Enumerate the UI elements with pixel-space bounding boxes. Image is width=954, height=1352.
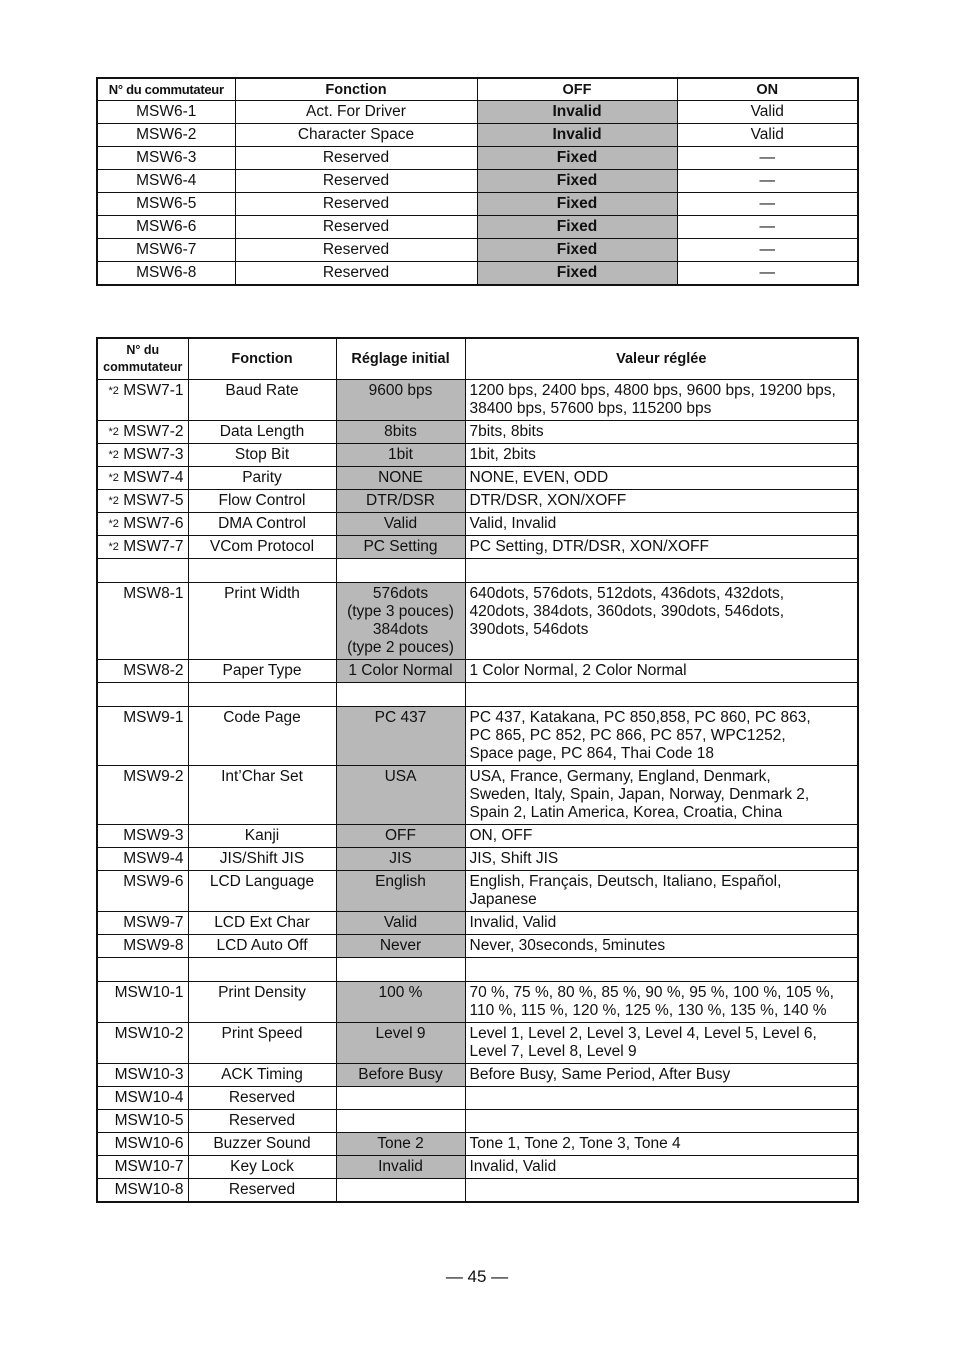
- table-row: [97, 124, 858, 147]
- function-cell: Kanji: [188, 825, 336, 848]
- set-values-cell: [465, 766, 858, 825]
- initial-setting-line: DTR/DSR: [366, 492, 435, 509]
- set-values-line: Before Busy, Same Period, After Busy: [469, 1066, 731, 1083]
- switch-label: MSW10-3: [114, 1066, 184, 1083]
- column-header-on: ON: [677, 78, 858, 101]
- function-cell: Reserved: [188, 1110, 336, 1133]
- initial-setting-cell: [336, 583, 465, 660]
- column-header-set-values: Valeur réglée: [465, 338, 858, 380]
- initial-setting-line: PC Setting: [363, 538, 438, 555]
- initial-setting-cell: [336, 825, 465, 848]
- switch-cell: [97, 513, 188, 536]
- switch-label: MSW10-4: [114, 1089, 184, 1106]
- column-header-switch-line2: commutateur: [103, 360, 183, 374]
- switch-cell: MSW6-2: [97, 124, 235, 147]
- switch-label: MSW9-6: [123, 873, 184, 890]
- set-values-line: Level 7, Level 8, Level 9: [469, 1043, 637, 1060]
- initial-setting-line: Never: [379, 937, 422, 954]
- function-cell: Character Space: [235, 124, 477, 147]
- set-values-line: Sweden, Italy, Spain, Japan, Norway, Denmark 2,: [469, 786, 810, 803]
- switch-cell: [97, 583, 188, 660]
- set-values-cell: [465, 707, 858, 766]
- set-values-line: Valid, Invalid: [469, 515, 557, 532]
- separator-cell: [336, 683, 465, 707]
- function-cell: Flow Control: [188, 490, 336, 513]
- initial-setting-cell: [336, 1064, 465, 1087]
- set-values-line: Invalid, Valid: [469, 1158, 557, 1175]
- table-row: [97, 490, 858, 513]
- table-row: [97, 536, 858, 559]
- initial-setting-line: English: [375, 873, 426, 890]
- page-number: — 45 —: [445, 1267, 509, 1286]
- table-row: [97, 1087, 858, 1110]
- table-row: [97, 912, 858, 935]
- table-row: [97, 660, 858, 683]
- set-values-cell: [465, 1179, 858, 1203]
- switch-label: MSW9-8: [123, 937, 184, 954]
- initial-setting-cell: [336, 467, 465, 490]
- initial-setting-cell: [336, 935, 465, 958]
- on-cell: —: [677, 262, 858, 286]
- set-values-line: DTR/DSR, XON/XOFF: [469, 492, 627, 509]
- initial-setting-cell: [336, 380, 465, 421]
- separator-row: [97, 683, 858, 707]
- initial-setting-line: 1 Color Normal: [348, 662, 453, 679]
- set-values-line: ON, OFF: [469, 827, 533, 844]
- initial-setting-cell: [336, 982, 465, 1023]
- switch-cell: MSW6-4: [97, 170, 235, 193]
- switch-cell: [97, 766, 188, 825]
- set-values-line: 110 %, 115 %, 120 %, 125 %, 130 %, 135 %, 140 %: [469, 1002, 827, 1019]
- set-values-line: Space page, PC 864, Thai Code 18: [469, 745, 714, 762]
- initial-setting-cell: [336, 536, 465, 559]
- footnote-mark: *2: [108, 518, 119, 530]
- switch-cell: [97, 660, 188, 683]
- function-cell: Data Length: [188, 421, 336, 444]
- separator-cell: [336, 958, 465, 982]
- column-header-switch: N° du commutateur: [97, 78, 235, 101]
- on-cell: —: [677, 216, 858, 239]
- switch-label: MSW9-3: [123, 827, 184, 844]
- set-values-line: Tone 1, Tone 2, Tone 3, Tone 4: [469, 1135, 681, 1152]
- initial-setting-line: 100 %: [378, 984, 423, 1001]
- memory-switch-6-table: [96, 77, 859, 286]
- set-values-line: 640dots, 576dots, 512dots, 436dots, 432dots,: [469, 585, 785, 602]
- set-values-cell: [465, 1156, 858, 1179]
- set-values-cell: [465, 848, 858, 871]
- function-cell: Reserved: [235, 239, 477, 262]
- set-values-cell: [465, 912, 858, 935]
- initial-setting-line: PC 437: [374, 709, 427, 726]
- set-values-cell: [465, 513, 858, 536]
- set-values-cell: [465, 660, 858, 683]
- function-cell: Reserved: [235, 170, 477, 193]
- set-values-line: Invalid, Valid: [469, 914, 557, 931]
- switch-cell: [97, 871, 188, 912]
- initial-setting-line: Invalid: [378, 1158, 423, 1175]
- footnote-mark: *2: [108, 495, 119, 507]
- off-cell: Fixed: [477, 193, 677, 216]
- set-values-line: 7bits, 8bits: [469, 423, 544, 440]
- set-values-line: 38400 bps, 57600 bps, 115200 bps: [469, 400, 712, 417]
- switch-cell: [97, 1087, 188, 1110]
- set-values-line: 70 %, 75 %, 80 %, 85 %, 90 %, 95 %, 100 %, 105 %,: [469, 984, 834, 1001]
- on-cell: Valid: [677, 101, 858, 124]
- switch-cell: [97, 707, 188, 766]
- initial-setting-cell: [336, 871, 465, 912]
- table-body: [97, 380, 858, 1203]
- on-cell: —: [677, 193, 858, 216]
- table-row: [97, 1179, 858, 1203]
- set-values-line: USA, France, Germany, England, Denmark,: [469, 768, 771, 785]
- separator-cell: [465, 559, 858, 583]
- switch-label: MSW7-7: [123, 538, 184, 555]
- function-cell: VCom Protocol: [188, 536, 336, 559]
- switch-cell: [97, 1179, 188, 1203]
- table-row: [97, 825, 858, 848]
- switch-cell: MSW6-1: [97, 101, 235, 124]
- initial-setting-cell: [336, 912, 465, 935]
- column-header-switch: [97, 338, 188, 380]
- switch-label: MSW7-1: [123, 382, 184, 399]
- separator-row: [97, 958, 858, 982]
- function-cell: LCD Language: [188, 871, 336, 912]
- table-header-row: [97, 338, 858, 380]
- set-values-line: PC 865, PC 852, PC 866, PC 857, WPC1252,: [469, 727, 786, 744]
- table-row: [97, 982, 858, 1023]
- switch-cell: MSW6-3: [97, 147, 235, 170]
- switch-cell: [97, 490, 188, 513]
- table-row: [97, 1023, 858, 1064]
- set-values-cell: [465, 1064, 858, 1087]
- off-cell: Fixed: [477, 239, 677, 262]
- switch-cell: [97, 421, 188, 444]
- function-cell: Paper Type: [188, 660, 336, 683]
- set-values-line: 1bit, 2bits: [469, 446, 536, 463]
- switch-cell: MSW6-7: [97, 239, 235, 262]
- initial-setting-line: Valid: [383, 914, 418, 931]
- initial-setting-cell: [336, 1133, 465, 1156]
- switch-label: MSW10-7: [114, 1158, 184, 1175]
- set-values-line: Spain 2, Latin America, Korea, Croatia, China: [469, 804, 783, 821]
- function-cell: DMA Control: [188, 513, 336, 536]
- separator-cell: [97, 559, 188, 583]
- initial-setting-line: Valid: [383, 515, 418, 532]
- switch-cell: [97, 467, 188, 490]
- set-values-cell: [465, 1087, 858, 1110]
- set-values-cell: [465, 982, 858, 1023]
- function-cell: ACK Timing: [188, 1064, 336, 1087]
- set-values-line: PC 437, Katakana, PC 850,858, PC 860, PC 863,: [469, 709, 811, 726]
- separator-cell: [336, 559, 465, 583]
- function-cell: Reserved: [235, 216, 477, 239]
- set-values-line: 390dots, 546dots: [469, 621, 589, 638]
- function-cell: LCD Auto Off: [188, 935, 336, 958]
- initial-setting-line: 1bit: [388, 446, 413, 463]
- set-values-cell: [465, 467, 858, 490]
- switch-label: MSW7-4: [123, 469, 184, 486]
- table-row: [97, 262, 858, 286]
- initial-setting-line: Before Busy: [358, 1066, 443, 1083]
- footnote-mark: *2: [108, 472, 119, 484]
- off-cell: Fixed: [477, 216, 677, 239]
- set-values-cell: [465, 490, 858, 513]
- switch-label: MSW9-7: [123, 914, 184, 931]
- table-row: [97, 513, 858, 536]
- off-cell: Fixed: [477, 147, 677, 170]
- initial-setting-cell: [336, 490, 465, 513]
- switch-label: MSW7-5: [123, 492, 184, 509]
- set-values-cell: [465, 583, 858, 660]
- switch-cell: [97, 1064, 188, 1087]
- set-values-line: PC Setting, DTR/DSR, XON/XOFF: [469, 538, 709, 555]
- initial-setting-cell: [336, 1179, 465, 1203]
- table-row: [97, 1064, 858, 1087]
- function-cell: Reserved: [235, 193, 477, 216]
- initial-setting-cell: [336, 421, 465, 444]
- switch-cell: MSW6-8: [97, 262, 235, 286]
- switch-label: MSW7-2: [123, 423, 184, 440]
- column-header-off: OFF: [477, 78, 677, 101]
- initial-setting-line: Level 9: [375, 1025, 426, 1042]
- switch-label: MSW8-2: [123, 662, 184, 679]
- table-row: [97, 1156, 858, 1179]
- switch-label: MSW7-6: [123, 515, 184, 532]
- initial-setting-cell: [336, 660, 465, 683]
- switch-cell: [97, 380, 188, 421]
- switch-cell: [97, 1156, 188, 1179]
- set-values-cell: [465, 444, 858, 467]
- table-row: [97, 239, 858, 262]
- table-header-row: [97, 78, 858, 101]
- function-cell: Reserved: [188, 1179, 336, 1203]
- initial-setting-line: NONE: [378, 469, 423, 486]
- initial-setting-line: USA: [384, 768, 417, 785]
- switch-cell: [97, 848, 188, 871]
- table-body: [97, 101, 858, 286]
- function-cell: Reserved: [188, 1087, 336, 1110]
- table-row: [97, 216, 858, 239]
- table-row: [97, 871, 858, 912]
- set-values-line: 1 Color Normal, 2 Color Normal: [469, 662, 687, 679]
- initial-setting-line: (type 2 pouces): [347, 639, 454, 656]
- footnote-mark: *2: [108, 385, 119, 397]
- function-cell: Code Page: [188, 707, 336, 766]
- set-values-line: Level 1, Level 2, Level 3, Level 4, Level 5, Level 6,: [469, 1025, 817, 1042]
- initial-setting-line: 8bits: [384, 423, 417, 440]
- footnote-mark: *2: [108, 449, 119, 461]
- initial-setting-line: 576dots: [372, 585, 429, 602]
- footnote-mark: *2: [108, 541, 119, 553]
- table-row: [97, 1133, 858, 1156]
- switch-cell: [97, 536, 188, 559]
- switch-label: MSW8-1: [123, 585, 184, 602]
- switch-label: MSW9-2: [123, 768, 184, 785]
- separator-cell: [97, 683, 188, 707]
- table-row: [97, 467, 858, 490]
- off-cell: Fixed: [477, 170, 677, 193]
- function-cell: Stop Bit: [188, 444, 336, 467]
- set-values-line: JIS, Shift JIS: [469, 850, 559, 867]
- initial-setting-cell: [336, 1023, 465, 1064]
- table-row: [97, 421, 858, 444]
- switch-label: MSW7-3: [123, 446, 184, 463]
- switch-label: MSW10-1: [114, 984, 184, 1001]
- table-row: [97, 848, 858, 871]
- off-cell: Invalid: [477, 101, 677, 124]
- initial-setting-cell: [336, 444, 465, 467]
- initial-setting-line: Tone 2: [377, 1135, 424, 1152]
- table-row: [97, 380, 858, 421]
- column-header-function: Fonction: [235, 78, 477, 101]
- separator-cell: [188, 958, 336, 982]
- table-row: [97, 935, 858, 958]
- set-values-line: Japanese: [469, 891, 537, 908]
- on-cell: Valid: [677, 124, 858, 147]
- function-cell: Reserved: [235, 147, 477, 170]
- switch-label: MSW10-2: [114, 1025, 184, 1042]
- column-header-function: Fonction: [188, 338, 336, 380]
- set-values-line: 1200 bps, 2400 bps, 4800 bps, 9600 bps, 19200 bps,: [469, 382, 836, 399]
- table-row: [97, 583, 858, 660]
- initial-setting-line: 384dots: [372, 621, 429, 638]
- set-values-cell: [465, 421, 858, 444]
- initial-setting-cell: [336, 1110, 465, 1133]
- initial-setting-line: 9600 bps: [368, 382, 433, 399]
- set-values-line: 420dots, 384dots, 360dots, 390dots, 546dots,: [469, 603, 785, 620]
- switch-label: MSW10-6: [114, 1135, 184, 1152]
- switch-cell: MSW6-6: [97, 216, 235, 239]
- function-cell: Buzzer Sound: [188, 1133, 336, 1156]
- initial-setting-line: JIS: [389, 850, 412, 867]
- function-cell: Key Lock: [188, 1156, 336, 1179]
- switch-label: MSW10-5: [114, 1112, 184, 1129]
- memory-switch-7-10-table: [96, 337, 859, 1203]
- set-values-cell: [465, 380, 858, 421]
- table-row: [97, 707, 858, 766]
- function-cell: Int’Char Set: [188, 766, 336, 825]
- table-row: [97, 193, 858, 216]
- initial-setting-cell: [336, 1156, 465, 1179]
- set-values-cell: [465, 871, 858, 912]
- switch-cell: [97, 1110, 188, 1133]
- initial-setting-cell: [336, 707, 465, 766]
- separator-cell: [465, 958, 858, 982]
- separator-cell: [188, 683, 336, 707]
- switch-label: MSW9-1: [123, 709, 184, 726]
- function-cell: Act. For Driver: [235, 101, 477, 124]
- function-cell: Parity: [188, 467, 336, 490]
- on-cell: —: [677, 147, 858, 170]
- switch-cell: MSW6-5: [97, 193, 235, 216]
- off-cell: Fixed: [477, 262, 677, 286]
- table-row: [97, 147, 858, 170]
- set-values-line: English, Français, Deutsch, Italiano, Español,: [469, 873, 782, 890]
- switch-cell: [97, 444, 188, 467]
- switch-label: MSW9-4: [123, 850, 184, 867]
- function-cell: Print Density: [188, 982, 336, 1023]
- switch-cell: [97, 912, 188, 935]
- on-cell: —: [677, 170, 858, 193]
- switch-cell: [97, 982, 188, 1023]
- separator-cell: [465, 683, 858, 707]
- column-header-switch-line1: N° du: [126, 343, 160, 357]
- set-values-line: NONE, EVEN, ODD: [469, 469, 609, 486]
- switch-label: MSW10-8: [114, 1181, 184, 1198]
- initial-setting-cell: [336, 513, 465, 536]
- switch-cell: [97, 935, 188, 958]
- footnote-mark: *2: [108, 426, 119, 438]
- set-values-cell: [465, 536, 858, 559]
- separator-row: [97, 559, 858, 583]
- function-cell: LCD Ext Char: [188, 912, 336, 935]
- function-cell: Reserved: [235, 262, 477, 286]
- initial-setting-line: (type 3 pouces): [347, 603, 454, 620]
- function-cell: JIS/Shift JIS: [188, 848, 336, 871]
- function-cell: Print Speed: [188, 1023, 336, 1064]
- set-values-line: Never, 30seconds, 5minutes: [469, 937, 666, 954]
- set-values-cell: [465, 1133, 858, 1156]
- set-values-cell: [465, 935, 858, 958]
- table-row: [97, 766, 858, 825]
- table-row: [97, 1110, 858, 1133]
- set-values-cell: [465, 825, 858, 848]
- initial-setting-line: OFF: [385, 827, 416, 844]
- table-row: [97, 444, 858, 467]
- off-cell: Invalid: [477, 124, 677, 147]
- column-header-initial-setting: Réglage initial: [336, 338, 465, 380]
- table-row: [97, 101, 858, 124]
- on-cell: —: [677, 239, 858, 262]
- function-cell: Baud Rate: [188, 380, 336, 421]
- initial-setting-cell: [336, 848, 465, 871]
- switch-cell: [97, 825, 188, 848]
- set-values-cell: [465, 1110, 858, 1133]
- function-cell: Print Width: [188, 583, 336, 660]
- initial-setting-cell: [336, 1087, 465, 1110]
- table-row: [97, 170, 858, 193]
- set-values-cell: [465, 1023, 858, 1064]
- switch-cell: [97, 1023, 188, 1064]
- separator-cell: [188, 559, 336, 583]
- separator-cell: [97, 958, 188, 982]
- initial-setting-cell: [336, 766, 465, 825]
- switch-cell: [97, 1133, 188, 1156]
